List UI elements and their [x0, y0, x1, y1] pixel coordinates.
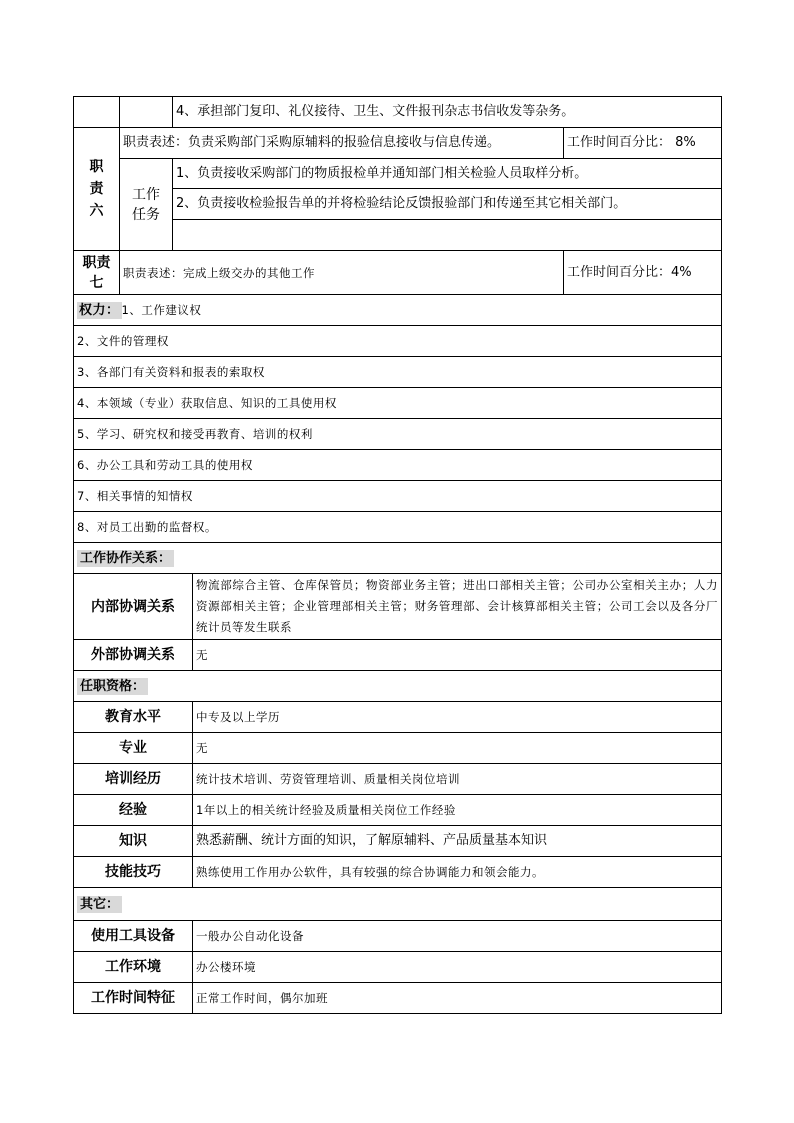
skills-value: 熟练使用工作用办公软件，具有较强的综合协调能力和领会能力。 — [193, 857, 722, 888]
duty7-row — [74, 251, 722, 295]
experience-value: 1年以上的相关统计经验及质量相关岗位工作经验 — [193, 795, 722, 826]
other-row — [74, 921, 722, 952]
duty6-pct: 工作时间百分比： 8% — [564, 128, 722, 159]
tools-value: 一般办公自动化设备 — [193, 921, 722, 952]
other-heading-row — [74, 888, 722, 921]
duty-prev-task-row — [74, 97, 722, 128]
qualification-row — [74, 795, 722, 826]
training-value: 统计技术培训、劳资管理培训、质量相关岗位培训 — [193, 764, 722, 795]
other-row — [74, 952, 722, 983]
external-relations-label: 外部协调关系 — [74, 640, 193, 671]
duty7-pct: 工作时间百分比：4% — [564, 251, 722, 295]
authority-row — [74, 295, 722, 326]
duty6-task-label: 工作 任务 — [120, 159, 173, 251]
duty6-desc-row — [74, 128, 722, 159]
tools-label: 使用工具设备 — [74, 921, 193, 952]
experience-label: 经验 — [74, 795, 193, 826]
authority-heading: 权力： — [79, 302, 120, 318]
work-time-value: 正常工作时间，偶尔加班 — [193, 983, 722, 1014]
authority-row — [74, 512, 722, 543]
authority-item: 6、办公工具和劳动工具的使用权 — [74, 450, 722, 481]
environment-value: 办公楼环境 — [193, 952, 722, 983]
qualification-row — [74, 857, 722, 888]
duty6-task-2: 2、负责接收检验报告单的并将检验结论反馈报验部门和传递至其它相关部门。 — [173, 189, 722, 220]
internal-relations-row — [74, 574, 722, 640]
duty7-desc: 职责表述：完成上级交办的其他工作 — [120, 251, 564, 295]
authority-row — [74, 326, 722, 357]
duties-table — [73, 96, 722, 295]
other-row — [74, 983, 722, 1014]
job-description-document — [73, 96, 721, 1014]
other-heading: 其它： — [77, 896, 122, 913]
education-label: 教育水平 — [74, 702, 193, 733]
authority-row — [74, 481, 722, 512]
authority-row — [74, 357, 722, 388]
internal-relations-value: 物流部综合主管、仓库保管员；物资部业务主管；进出口部相关主管；公司办公室相关主办；人力资源部相关主管；企业管理部相关主管；财务管理部、会计核算部相关主管；公司工会以及各分厂统计员等发生联系 — [193, 574, 722, 640]
authority-item: 3、各部门有关资料和报表的索取权 — [74, 357, 722, 388]
authority-row — [74, 419, 722, 450]
external-relations-value: 无 — [193, 640, 722, 671]
authority-item: 5、学习、研究权和接受再教育、培训的权利 — [74, 419, 722, 450]
knowledge-value: 熟悉薪酬、统计方面的知识，了解原辅料、产品质量基本知识 — [193, 826, 722, 857]
authority-item: 权力： 1、工作建议权 — [74, 295, 722, 326]
environment-label: 工作环境 — [74, 952, 193, 983]
duty6-label: 职 责 六 — [74, 128, 120, 251]
training-label: 培训经历 — [74, 764, 193, 795]
qualification-row — [74, 733, 722, 764]
qualifications-heading: 任职资格： — [77, 678, 148, 695]
external-relations-row — [74, 640, 722, 671]
major-label: 专业 — [74, 733, 193, 764]
knowledge-label: 知识 — [74, 826, 193, 857]
prev-task-4: 4、承担部门复印、礼仪接待、卫生、文件报刊杂志书信收发等杂务。 — [173, 97, 722, 128]
internal-relations-label: 内部协调关系 — [74, 574, 193, 640]
qualification-row — [74, 764, 722, 795]
qualification-row — [74, 702, 722, 733]
duty6-task-3 — [173, 220, 722, 251]
authority-row — [74, 388, 722, 419]
duty7-label: 职责 七 — [74, 251, 120, 295]
qualification-row — [74, 826, 722, 857]
details-table — [73, 294, 722, 1014]
duty6-task-1: 1、负责接收采购部门的物质报检单并通知部门相关检验人员取样分析。 — [173, 159, 722, 189]
major-value: 无 — [193, 733, 722, 764]
relations-heading: 工作协作关系： — [77, 550, 174, 567]
empty-cell — [74, 97, 120, 128]
authority-item: 2、文件的管理权 — [74, 326, 722, 357]
authority-item: 8、对员工出勤的监督权。 — [74, 512, 722, 543]
empty-cell — [120, 97, 173, 128]
duty6-desc: 职责表述：负责采购部门采购原辅料的报验信息接收与信息传递。 — [120, 128, 564, 159]
authority-item: 7、相关事情的知情权 — [74, 481, 722, 512]
authority-row — [74, 450, 722, 481]
relations-heading-row — [74, 543, 722, 574]
qualifications-heading-row — [74, 671, 722, 702]
duty6-task-row — [74, 159, 722, 189]
authority-item: 4、本领域（专业）获取信息、知识的工具使用权 — [74, 388, 722, 419]
skills-label: 技能技巧 — [74, 857, 193, 888]
work-time-label: 工作时间特征 — [74, 983, 193, 1014]
education-value: 中专及以上学历 — [193, 702, 722, 733]
